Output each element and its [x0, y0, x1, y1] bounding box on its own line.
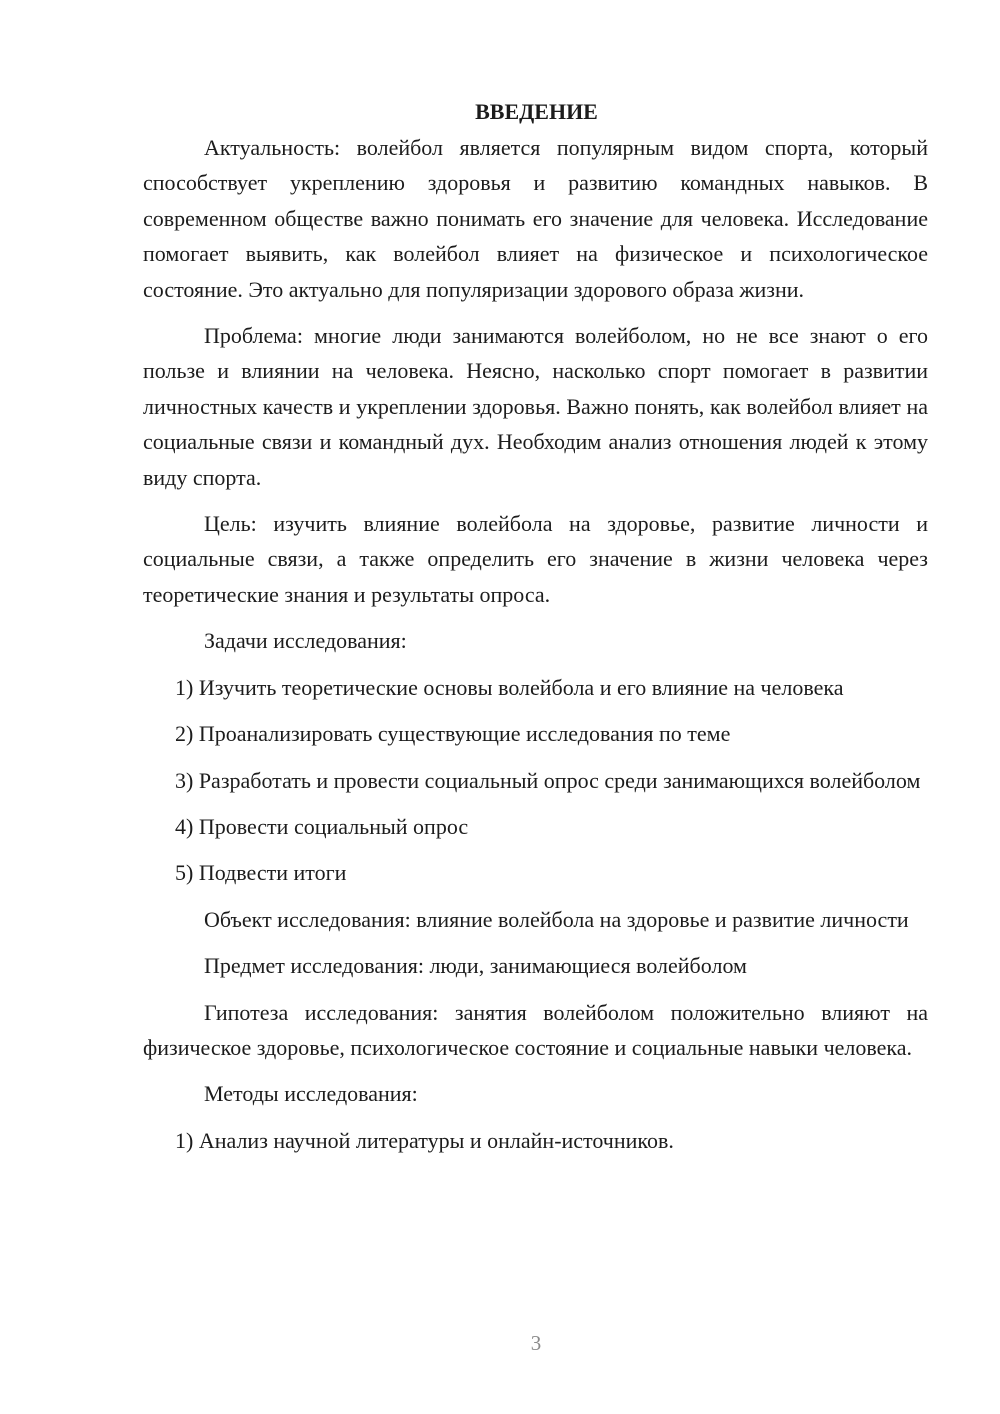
page-title: ВВЕДЕНИЕ: [475, 99, 598, 124]
task-item: 3) Разработать и провести социальный опрос среди занимающихся волейболом: [175, 767, 921, 793]
task-item: 4) Провести социальный опрос: [175, 813, 469, 839]
tasks-heading: Задачи исследования:: [204, 628, 407, 654]
subject-paragraph: Предмет исследования: люди, занимающиеся волейболом: [204, 953, 747, 979]
page-number: 3: [530, 1331, 542, 1355]
relevance-paragraph: Актуальность: волейбол является популярным видом спорта, который способствует укреплению здоровья и развитию командных навыков. В современном обществе важно понимать его значение для человека. Исследование помогает выявить, как волейбол влияет на физическое и психологическое состояние. Это актуально для популяризации здорового образа жизни.: [143, 135, 928, 302]
task-item: 2) Проанализировать существующие исследования по теме: [175, 721, 731, 747]
goal-paragraph: Цель: изучить влияние волейбола на здоровье, развитие личности и социальные связи, а также определить его значение в жизни человека через теоретические знания и результаты опроса.: [143, 511, 928, 607]
page-content: [143, 94, 928, 1169]
method-item: 1) Анализ научной литературы и онлайн-источников.: [175, 1127, 674, 1153]
hypothesis-paragraph: Гипотеза исследования: занятия волейболом положительно влияют на физическое здоровье, психологическое состояние и социальные навыки человека.: [143, 999, 928, 1060]
problem-paragraph: Проблема: многие люди занимаются волейболом, но не все знают о его пользе и влиянии на человека. Неясно, насколько спорт помогает в развитии личностных качеств и укреплении здоровья. Важно понять, как волейбол влияет на социальные связи и командный дух. Необходим анализ отношения людей к этому виду спорта.: [143, 323, 928, 490]
object-paragraph: Объект исследования: влияние волейбола на здоровье и развитие личности: [204, 906, 909, 932]
task-item: 5) Подвести итоги: [175, 860, 347, 886]
task-item: 1) Изучить теоретические основы волейбола и его влияние на человека: [175, 674, 844, 700]
methods-heading: Методы исследования:: [204, 1081, 418, 1107]
